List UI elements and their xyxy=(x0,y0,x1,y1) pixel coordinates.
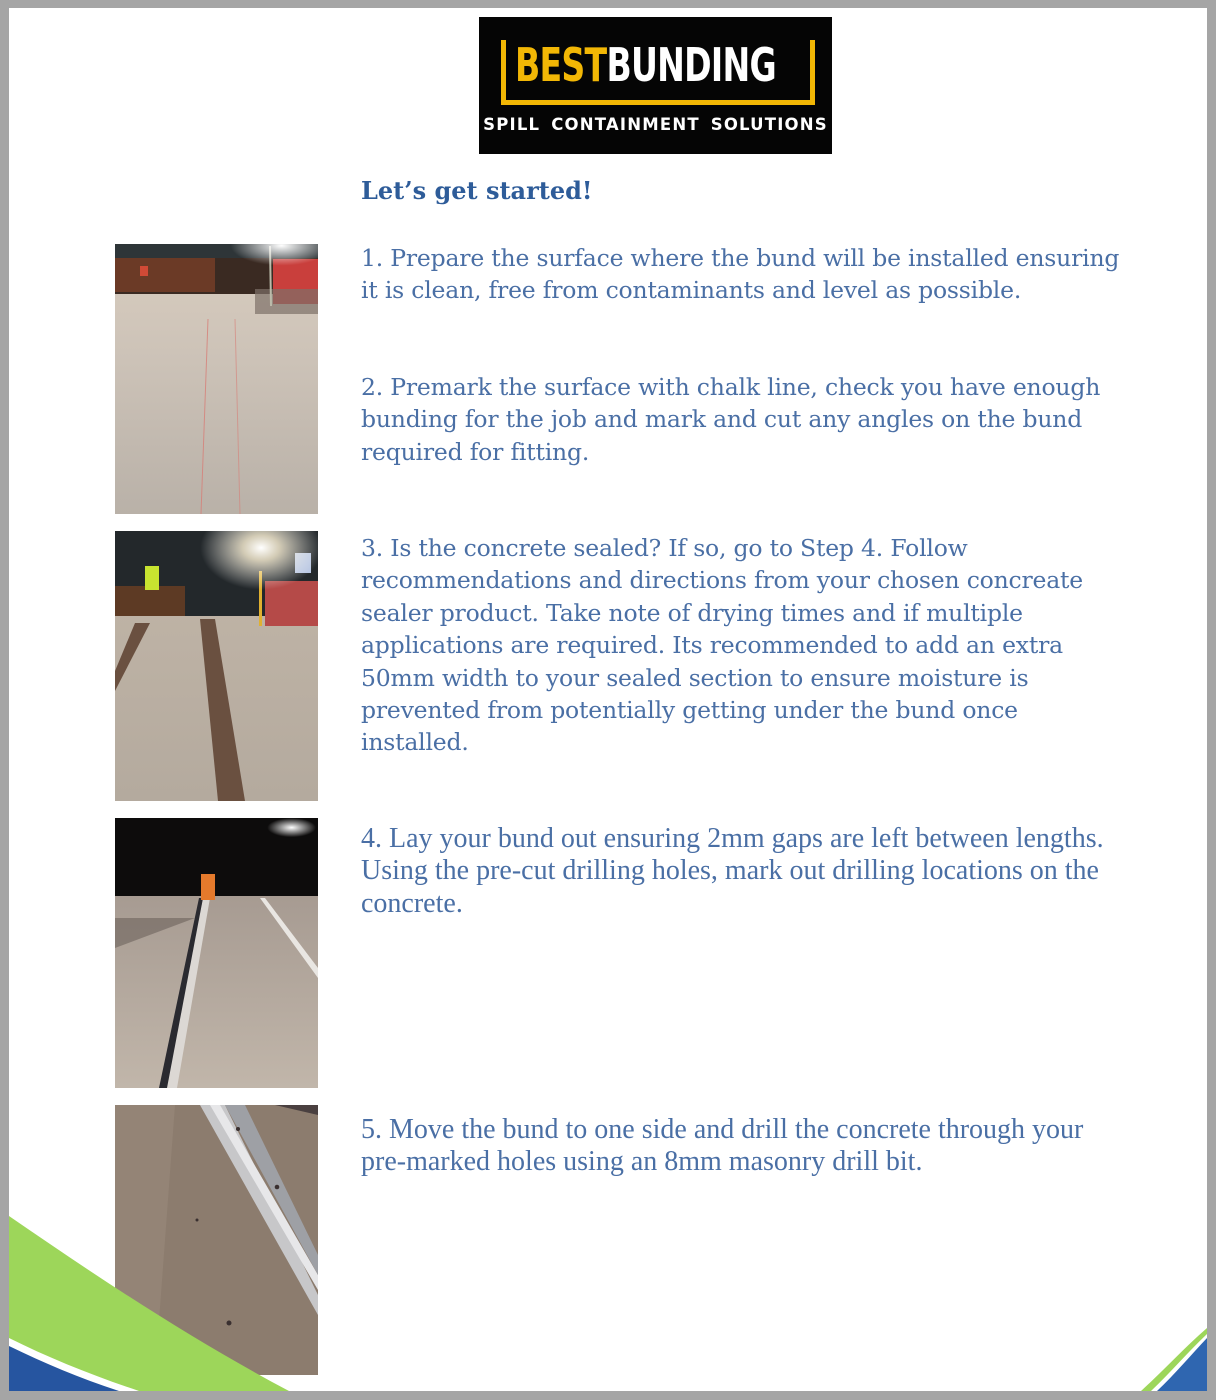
logo-wordmark xyxy=(515,35,776,95)
photo-bund-layout xyxy=(115,818,318,1088)
brand-logo xyxy=(479,17,832,154)
green-swoosh-right xyxy=(1141,1328,1207,1391)
photo-surface-prep xyxy=(115,244,318,514)
document-page xyxy=(9,8,1207,1391)
step-3-text: 3. Is the concrete sealed? If so, go to Step 4. Follow recommendations and directions from your chosen concreate sealer product. Take note of drying times and if multiple applications are required. Its recommended to add an extra 50mm width to your sealed section to ensure moisture is prevented from potentially getting under the bund once installed. xyxy=(361,534,1083,757)
blue-swoosh-right xyxy=(1157,1338,1207,1391)
photo-drilling xyxy=(115,1105,318,1375)
step-5-text: 5. Move the bund to one side and drill the concrete through your pre-marked holes using an 8mm masonry drill bit. xyxy=(361,1114,1084,1178)
step-photo-3 xyxy=(115,818,318,1088)
step-photo-4 xyxy=(115,1105,318,1375)
logo-bunding: BUNDING xyxy=(606,38,776,92)
step-2-text: 2. Premark the surface with chalk line, check you have enough bunding for the job and mark and cut any angles on the bund required for fitting. xyxy=(361,373,1101,466)
blue-swoosh-left xyxy=(9,1346,119,1391)
step-1-text: 1. Prepare the surface where the bund will be installed ensuring it is clean, free from contaminants and level as possible. xyxy=(361,244,1120,305)
photo-sealing xyxy=(115,531,318,801)
page-heading: Let’s get started! xyxy=(361,176,593,205)
step-photo-1 xyxy=(115,244,318,514)
step-photo-2 xyxy=(115,531,318,801)
step-4-text: 4. Lay your bund out ensuring 2mm gaps are left between lengths. Using the pre-cut drilling holes, mark out drilling locations on the concrete. xyxy=(361,823,1104,919)
logo-best: BEST xyxy=(515,38,607,92)
logo-tagline: SPILL CONTAINMENT SOLUTIONS xyxy=(483,115,828,134)
